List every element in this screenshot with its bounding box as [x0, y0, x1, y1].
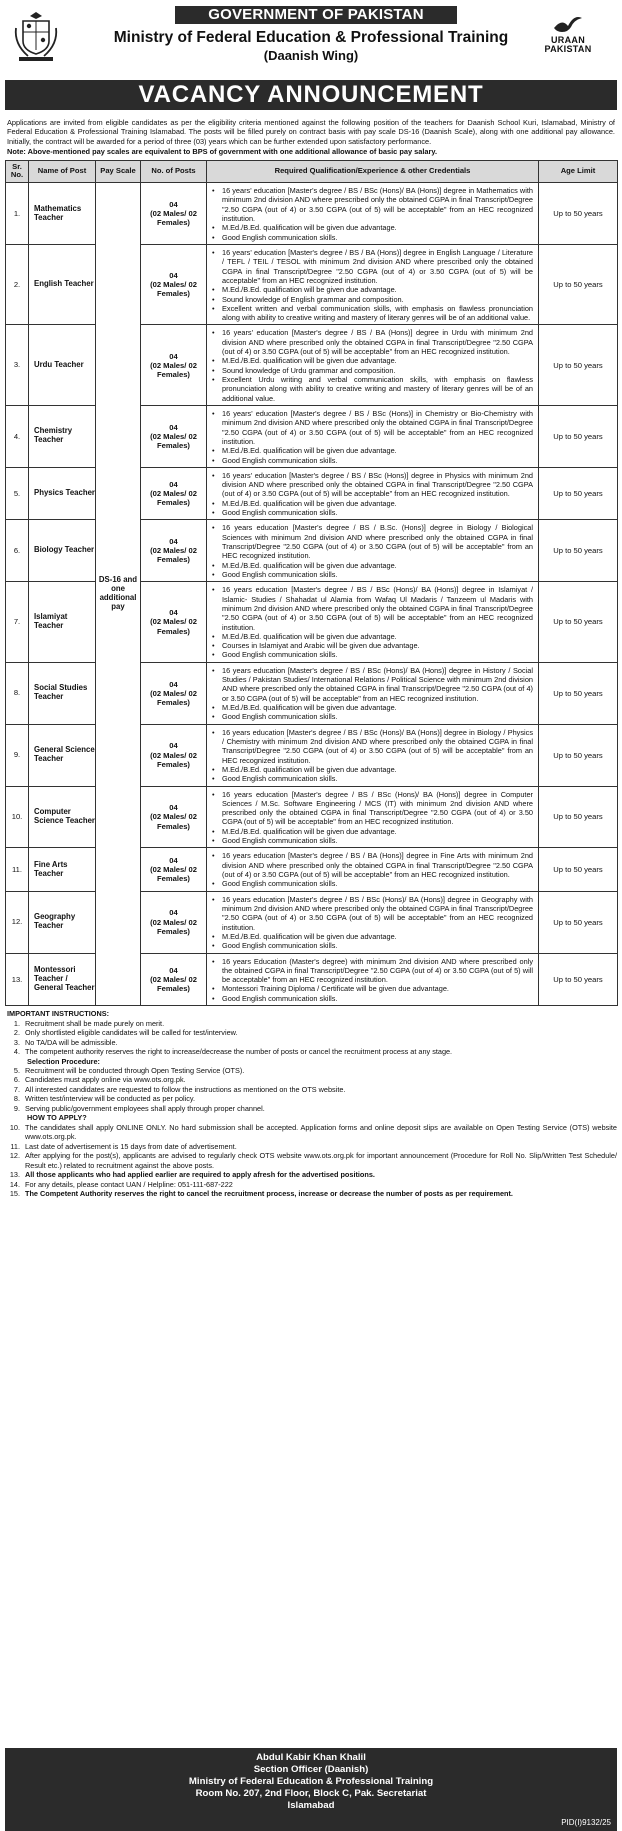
qualification-item: • Good English communication skills.	[210, 570, 533, 579]
instruction-item	[7, 1019, 617, 1028]
instruction-item	[7, 1123, 617, 1142]
instruction-text: The candidates shall apply ONLINE ONLY. No hard submission shall be accepted. Application forms and online deposit slips are available on Open Testing Service (OTS) website www.ots.org.pk.	[25, 1122, 617, 1142]
row-age-limit: Up to 50 years	[539, 891, 618, 953]
row-post-name: English Teacher	[29, 244, 96, 325]
instruction-item	[7, 1066, 617, 1075]
row-posts-split: (02 Males/ 02 Females)	[150, 917, 197, 936]
qualification-item: • M.Ed./B.Ed. qualification will be given due advantage.	[210, 632, 533, 641]
important-instructions	[5, 1009, 617, 1199]
row-posts-count: 04	[169, 351, 178, 361]
row-sr-no: 4.	[6, 405, 29, 467]
qualification-item: • Good English communication skills.	[210, 650, 533, 659]
row-posts-cell	[141, 662, 207, 724]
row-age-limit: Up to 50 years	[539, 325, 618, 406]
header	[5, 2, 617, 108]
row-posts-split: (02 Males/ 02 Females)	[150, 864, 197, 884]
row-posts-cell	[141, 325, 207, 406]
qualification-item: • Good English communication skills.	[210, 941, 533, 950]
instruction-number: 13.	[9, 1170, 20, 1180]
header-sr-no: Sr. No.	[6, 160, 29, 182]
instruction-number: 10.	[9, 1122, 20, 1132]
row-posts-count: 04	[169, 537, 178, 547]
qualification-item: • M.Ed./B.Ed. qualification will be given due advantage.	[210, 827, 533, 836]
row-posts-count: 04	[169, 679, 178, 689]
instruction-number: 11.	[10, 1141, 20, 1151]
qualification-item: • Courses in Islamiyat and Arabic will be given due advantage.	[210, 641, 533, 650]
instruction-text: All those applicants who had applied earlier are required to apply afresh for the advertised positions.	[25, 1170, 375, 1180]
row-posts-split: (02 Males/ 02 Females)	[150, 617, 197, 636]
row-posts-count: 04	[169, 271, 178, 281]
instruction-text: Last date of advertisement is 15 days from date of advertisement.	[25, 1141, 237, 1151]
instruction-item	[7, 1142, 617, 1151]
row-age-limit: Up to 50 years	[539, 953, 618, 1006]
row-sr-no: 10.	[6, 786, 29, 848]
instruction-number: 2.	[13, 1028, 20, 1038]
row-age-limit: Up to 50 years	[539, 582, 618, 663]
row-age-limit: Up to 50 years	[539, 786, 618, 848]
qualification-item: • Good English communication skills.	[210, 879, 533, 888]
footer-ministry: Ministry of Federal Education & Professional Training	[188, 1776, 434, 1788]
row-sr-no: 13.	[6, 953, 29, 1006]
row-age-limit: Up to 50 years	[539, 244, 618, 325]
row-sr-no: 11.	[6, 848, 29, 891]
pid-number: PID(I)9132/25	[561, 1817, 611, 1827]
row-posts-cell	[141, 183, 207, 245]
qualification-list	[210, 666, 533, 722]
row-sr-no: 3.	[6, 325, 29, 406]
qualification-item: • 16 years education [Master's degree / BS / BA (Hons)] degree in Fine Arts with minimum 2nd division AND where prescribed only the obtained CGPA in final Transcript/Degree "2.50 CGPA (out of 4) or 3.50 CGPA (out of 5) will be acceptable" from an HEC recognized institution.	[210, 851, 533, 879]
row-qualification	[207, 520, 539, 582]
qualification-item: • Good English communication skills.	[210, 508, 533, 517]
qualification-item: • 16 years' education [Master's degree / BS / BSc (Hons)] degree in Physics with minimum 2nd division AND where prescribed only the obtained CGPA in final Transcript/Degree "2.50 CGPA (out of 4) or 3.50 CGPA (out of 5) will be acceptable" from an HEC recognized institution.	[210, 471, 533, 499]
qualification-item: • M.Ed./B.Ed. qualification will be given due advantage.	[210, 356, 533, 365]
instruction-number: 6.	[13, 1075, 20, 1085]
row-posts-cell	[141, 724, 207, 786]
uraan-subtitle: PAKISTAN	[544, 44, 592, 55]
row-qualification	[207, 662, 539, 724]
government-title: GOVERNMENT OF PAKISTAN	[175, 6, 457, 24]
row-posts-cell	[141, 786, 207, 848]
instruction-text: Written test/interview will be conducted as per policy.	[25, 1094, 196, 1104]
ministry-title: Ministry of Federal Education & Professional Training	[113, 29, 509, 46]
row-posts-split: (02 Males/ 02 Females)	[150, 812, 197, 831]
row-posts-cell	[141, 848, 207, 891]
instruction-number: 7.	[13, 1084, 20, 1094]
qualification-item: • 16 years education [Master's degree / BS / BSc (Hons)/ BA (Hons)] degree in Islamiyat / Islamic- Studies / Shahadat ul Alamia from Wafaq Ul Madaris / Tanzeem ul Madaris with minimum 2nd division AND where prescribed only the obtained CGPA in final Transcript/Degree "2.50 CGPA (out of 4) or 3.50 CGPA (out of 5) will be acceptable" from an HEC recognized institution.	[210, 585, 533, 632]
qualification-item: • M.Ed./B.Ed. qualification will be given due advantage.	[210, 703, 533, 712]
vacancy-table	[5, 160, 618, 1006]
instruction-number: 1.	[13, 1018, 20, 1028]
officer-name: Abdul Kabir Khan Khalil	[256, 1752, 366, 1763]
row-posts-count: 04	[169, 608, 178, 618]
instruction-item	[7, 1075, 617, 1084]
qualification-item: • M.Ed./B.Ed. qualification will be given due advantage.	[210, 932, 533, 941]
qualification-item: • Excellent Urdu writing and verbal communication skills, with emphasis on flawless pronunciation along with ability to creative writing and mastery of literary genres will be of an additional value.	[210, 375, 533, 403]
qualification-item: • Montessori Training Diploma / Certificate will be given due advantage.	[210, 984, 533, 993]
instruction-number: 8.	[13, 1094, 20, 1104]
qualification-list	[210, 957, 533, 1004]
row-posts-count: 04	[169, 422, 178, 432]
row-posts-split: (02 Males/ 02 Females)	[150, 546, 197, 565]
qualification-list	[210, 248, 533, 323]
pay-scale-cell: DS-16 and one additional pay	[96, 183, 141, 1006]
row-qualification	[207, 405, 539, 467]
row-age-limit: Up to 50 years	[539, 405, 618, 467]
row-posts-split: (02 Males/ 02 Females)	[150, 489, 197, 508]
qualification-item: • M.Ed./B.Ed. qualification will be given due advantage.	[210, 285, 533, 294]
instruction-number: 4.	[13, 1047, 20, 1057]
instruction-text: All interested candidates are requested to follow the instructions as mentioned on the OTS website.	[25, 1084, 346, 1094]
qualification-list	[210, 471, 533, 518]
qualification-list	[210, 851, 533, 888]
row-post-name: Social Studies Teacher	[29, 662, 96, 724]
qualification-item: • M.Ed./B.Ed. qualification will be given due advantage.	[210, 499, 533, 508]
pay-scale-note: Note: Above-mentioned pay scales are equivalent to BPS of government with one additional allowance of basic pay salary.	[7, 147, 437, 157]
footer-city: Islamabad	[287, 1800, 335, 1812]
qualification-item: • M.Ed./B.Ed. qualification will be given due advantage.	[210, 446, 533, 455]
instruction-text: Candidates must apply online via www.ots.org.pk.	[25, 1075, 186, 1085]
row-posts-count: 04	[169, 741, 178, 751]
row-post-name: Geography Teacher	[29, 891, 96, 953]
row-qualification	[207, 325, 539, 406]
instruction-number: 9.	[13, 1103, 20, 1113]
row-qualification	[207, 244, 539, 325]
row-posts-count: 04	[169, 965, 178, 975]
row-posts-cell	[141, 520, 207, 582]
header-qualification: Required Qualification/Experience & other Credentials	[207, 160, 539, 182]
instruction-text: Recruitment shall be made purely on merit.	[25, 1018, 165, 1028]
row-posts-split: (02 Males/ 02 Females)	[150, 431, 197, 450]
row-age-limit: Up to 50 years	[539, 724, 618, 786]
qualification-item: • Good English communication skills.	[210, 456, 533, 465]
instruction-item	[7, 1151, 617, 1170]
row-sr-no: 9.	[6, 724, 29, 786]
row-qualification	[207, 582, 539, 663]
row-posts-split: (02 Males/ 02 Females)	[150, 688, 197, 707]
officer-designation: Section Officer (Daanish)	[253, 1764, 369, 1776]
qualification-item: • 16 years education [Master's degree / BS / BSc (Hons)/ BA (Hons)] degree in Biology / Physics / Chemistry with minimum 2nd division AND where prescribed only the obtained CGPA in final Transcript/Degree "2.50 CGPA (out of 4) or 3.50 CGPA (out of 5) will be acceptable" from an HEC recognized institution.	[210, 728, 533, 765]
row-posts-cell	[141, 244, 207, 325]
qualification-item: • M.Ed./B.Ed. qualification will be given due advantage.	[210, 561, 533, 570]
instruction-item	[7, 1028, 617, 1037]
row-qualification	[207, 786, 539, 848]
row-qualification	[207, 467, 539, 520]
row-posts-cell	[141, 582, 207, 663]
instruction-item	[7, 1180, 617, 1189]
qualification-item: • Good English communication skills.	[210, 836, 533, 845]
row-post-name: Fine Arts Teacher	[29, 848, 96, 891]
qualification-item: • 16 years education [Master's degree / BS / BSc (Hons)/ BA (Hons)] degree in Geography with minimum 2nd division AND where prescribed only the obtained CGPA in final Transcript/Degree "2.50 CGPA (out of 4) or 3.50 CGPA (out of 5) will be acceptable" from an HEC recognized institution.	[210, 895, 533, 932]
instruction-item	[7, 1170, 617, 1179]
instruction-text: Serving public/government employees shall apply through proper channel.	[25, 1103, 265, 1113]
instruction-text: Only shortlisted eligible candidates will be called for test/interview.	[25, 1028, 238, 1038]
header-age-limit: Age Limit	[539, 160, 618, 182]
row-posts-cell	[141, 467, 207, 520]
row-posts-cell	[141, 405, 207, 467]
qualification-item: • Good English communication skills.	[210, 994, 533, 1003]
instruction-item	[7, 1038, 617, 1047]
row-posts-cell	[141, 953, 207, 1006]
qualification-list	[210, 585, 533, 660]
row-qualification	[207, 848, 539, 891]
table-row	[6, 183, 618, 245]
instruction-item	[7, 1085, 617, 1094]
qualification-list	[210, 790, 533, 846]
qualification-list	[210, 895, 533, 951]
uraan-title: URAAN	[551, 35, 585, 45]
qualification-item: • 16 years' education [Master's degree / BS / BA (Hons)] degree in English Language / Literature / TEFL / TEIL / TESOL with minimum 2nd division AND where prescribed only the obtained CGPA in final Transcript/Degree "2.50 CGPA (out of 4) or 3.50 CGPA (out of 5) will be acceptable" from an HEC recognized institution.	[210, 248, 533, 285]
row-sr-no: 1.	[6, 183, 29, 245]
row-post-name: Islamiyat Teacher	[29, 582, 96, 663]
row-age-limit: Up to 50 years	[539, 183, 618, 245]
instruction-item	[7, 1094, 617, 1103]
intro-paragraph: Applications are invited from eligible candidates as per the eligibility criteria mentioned against the following position of the teachers for Daanish School Kuri, Islamabad, Ministry of Federal Education & Professional Training Islamabad. The posts will be filled purely on contract basis with pay scale DS-16 (Daanish Scale), along with one additional pay allowance. Initially, the contract will be awarded for a period of three (03) years which can be further extended upon satisfactory performance.	[7, 118, 615, 146]
row-qualification	[207, 891, 539, 953]
selection-procedure-heading: Selection Procedure:	[27, 1056, 100, 1066]
qualification-item: • 16 years education [Master's degree / BS / BSc (Hons)/ BA (Hons)] degree in History / Social Studies / Pakistan Studies/ International Relations / Political Science with minimum 2nd division AND where prescribed only the obtained CGPA in final Transcript/Degree "2.50 CGPA (out of 4) or 3.50 CGPA (out of 5) will be acceptable" from an HEC recognized institution.	[210, 666, 533, 703]
signature-block	[5, 1748, 617, 1831]
instruction-text: The competent authority reserves the right to increase/decrease the number of posts or cancel the recruitment process at any stage.	[25, 1047, 453, 1057]
row-post-name: Physics Teacher	[29, 467, 96, 520]
qualification-list	[210, 409, 533, 465]
row-posts-split: (02 Males/ 02 Females)	[150, 360, 197, 379]
qualification-item: • M.Ed./B.Ed. qualification will be given due advantage.	[210, 765, 533, 774]
row-sr-no: 5.	[6, 467, 29, 520]
instruction-number: 12.	[9, 1151, 20, 1161]
row-qualification	[207, 953, 539, 1006]
instruction-item	[7, 1047, 617, 1056]
instruction-number: 3.	[13, 1037, 20, 1047]
qualification-list	[210, 328, 533, 403]
row-sr-no: 8.	[6, 662, 29, 724]
row-post-name: Urdu Teacher	[29, 325, 96, 406]
qualification-list	[210, 186, 533, 242]
state-emblem-icon	[13, 10, 59, 62]
row-post-name: Mathematics Teacher	[29, 183, 96, 245]
row-posts-split: (02 Males/ 02 Females)	[150, 280, 197, 299]
row-sr-no: 6.	[6, 520, 29, 582]
row-post-name: General Science Teacher	[29, 724, 96, 786]
table-header-row	[6, 160, 618, 182]
row-age-limit: Up to 50 years	[539, 662, 618, 724]
instruction-text: Recruitment will be conducted through Open Testing Service (OTS).	[25, 1066, 245, 1075]
row-posts-count: 04	[169, 479, 178, 489]
uraan-bird-icon	[551, 14, 585, 34]
row-age-limit: Up to 50 years	[539, 520, 618, 582]
qualification-item: • 16 years' education [Master's degree / BS / BSc (Hons)] in Chemistry or Bio-Chemistry with minimum 2nd division AND where prescribed only the obtained CGPA in final Transcript/Degree "2.50 CGPA (out of 4) or 3.50 CGPA (out of 5) will be acceptable" from an HEC recognized institution.	[210, 409, 533, 446]
instruction-item	[7, 1189, 617, 1198]
row-age-limit: Up to 50 years	[539, 467, 618, 520]
qualification-item: • 16 years Education (Master's degree) with minimum 2nd division AND where prescribed only the obtained CGPA in final Transcript/Degree "2.50 CGPA (out of 4) or 3.50 CGPA (out of 5) will be acceptable" from an HEC recognized institution.	[210, 957, 533, 985]
row-sr-no: 12.	[6, 891, 29, 953]
row-posts-cell	[141, 891, 207, 953]
instruction-text: No TA/DA will be admissible.	[25, 1037, 118, 1047]
row-qualification	[207, 183, 539, 245]
row-sr-no: 7.	[6, 582, 29, 663]
qualification-item: • Sound knowledge of English grammar and composition.	[210, 295, 533, 304]
table-body	[6, 183, 618, 1006]
instruction-number: 14.	[9, 1179, 20, 1189]
instruction-item	[7, 1104, 617, 1113]
row-post-name: Biology Teacher	[29, 520, 96, 582]
qualification-list	[210, 523, 533, 579]
qualification-item: • Sound knowledge of Urdu grammar and composition.	[210, 366, 533, 375]
qualification-item: • Excellent written and verbal communication skills, with emphasis on flawless pronunciation along with ability to creative writing and mastery of literary genres will be of an additional value.	[210, 304, 533, 323]
qualification-list	[210, 728, 533, 784]
qualification-item: • 16 years' education [Master's degree / BS / BSc (Hons)/ BA (Hons)] degree in Mathematics with minimum 2nd division AND where prescribed only the obtained CGPA in final Transcript/Degree "2.50 CGPA (out of 4) or 3.50 CGPA (out of 5) will be acceptable" from an HEC recognized institution.	[210, 186, 533, 223]
header-posts-count: No. of Posts	[141, 160, 207, 182]
row-qualification	[207, 724, 539, 786]
uraan-pakistan-logo	[533, 14, 603, 72]
row-posts-split: (02 Males/ 02 Females)	[150, 208, 197, 228]
row-post-name: Montessori Teacher / General Teacher	[29, 953, 96, 1006]
vacancy-banner: VACANCY ANNOUNCEMENT	[5, 80, 617, 110]
row-posts-split: (02 Males/ 02 Females)	[150, 974, 197, 993]
row-posts-split: (02 Males/ 02 Females)	[150, 750, 197, 769]
row-age-limit: Up to 50 years	[539, 848, 618, 891]
qualification-item: • 16 years' education [Master's degree / BS / BA (Hons)] degree in Urdu with minimum 2nd division AND where prescribed only the obtained CGPA in final Transcript/Degree "2.50 CGPA (out of 4) or 3.50 CGPA (out of 5) will be acceptable" from an HEC recognized institution.	[210, 328, 533, 356]
qualification-item: • 16 years education [Master's degree / BS / BSc (Hons)/ BA (Hons)] degree in Computer Sciences / M.Sc. Software Engineering / MCS (IT) with minimum 2nd division AND where prescribed only the obtained CGPA in final Transcript/Degree "2.50 CGPA (out of 4) or 3.50 CGPA (out of 5) will be acceptable" from an HEC recognized institution.	[210, 790, 533, 827]
row-post-name: Chemistry Teacher	[29, 405, 96, 467]
row-sr-no: 2.	[6, 244, 29, 325]
footer-address: Room No. 207, 2nd Floor, Block C, Pak. Secretariat	[195, 1788, 427, 1800]
qualification-item: • Good English communication skills.	[210, 233, 533, 242]
row-posts-count: 04	[169, 855, 178, 865]
instruction-number: 5.	[13, 1066, 20, 1075]
row-posts-count: 04	[169, 908, 178, 918]
row-posts-count: 04	[169, 803, 178, 813]
qualification-item: • 16 years education [Master's degree / BS / B.Sc. (Hons)] degree in Biology / Biological Sciences with minimum 2nd division AND where prescribed only the obtained CGPA in final Transcript/Degree "2.50 CGPA (out of 4) or 3.50 CGPA (out of 5) will be acceptable" from an HEC recognized institution.	[210, 523, 533, 560]
qualification-item: • M.Ed./B.Ed. qualification will be given due advantage.	[210, 223, 533, 232]
instruction-number: 15.	[9, 1189, 20, 1199]
qualification-item: • Good English communication skills.	[210, 774, 533, 783]
instruction-text: The Competent Authority reserves the right to cancel the recruitment process, increase or decrease the number of posts as per requirement.	[25, 1189, 513, 1199]
header-pay-scale: Pay Scale	[96, 160, 141, 182]
instructions-heading: IMPORTANT INSTRUCTIONS:	[7, 1009, 110, 1019]
row-posts-count: 04	[169, 199, 178, 209]
qualification-item: • Good English communication skills.	[210, 712, 533, 721]
instruction-text: For any details, please contact UAN / Helpline: 051-111-687-222	[25, 1179, 233, 1189]
wing-title: (Daanish Wing)	[263, 48, 359, 63]
how-to-apply-heading: HOW TO APPLY?	[27, 1113, 87, 1123]
instruction-text: After applying for the post(s), applicants are advised to regularly check OTS website www.ots.org.pk for important announcement (Procedure for Roll No. Slip/Written Test Schedule/ Result etc.) related to recruitment against the above posts.	[25, 1151, 617, 1170]
header-post-name: Name of Post	[29, 160, 96, 182]
row-post-name: Computer Science Teacher	[29, 786, 96, 848]
